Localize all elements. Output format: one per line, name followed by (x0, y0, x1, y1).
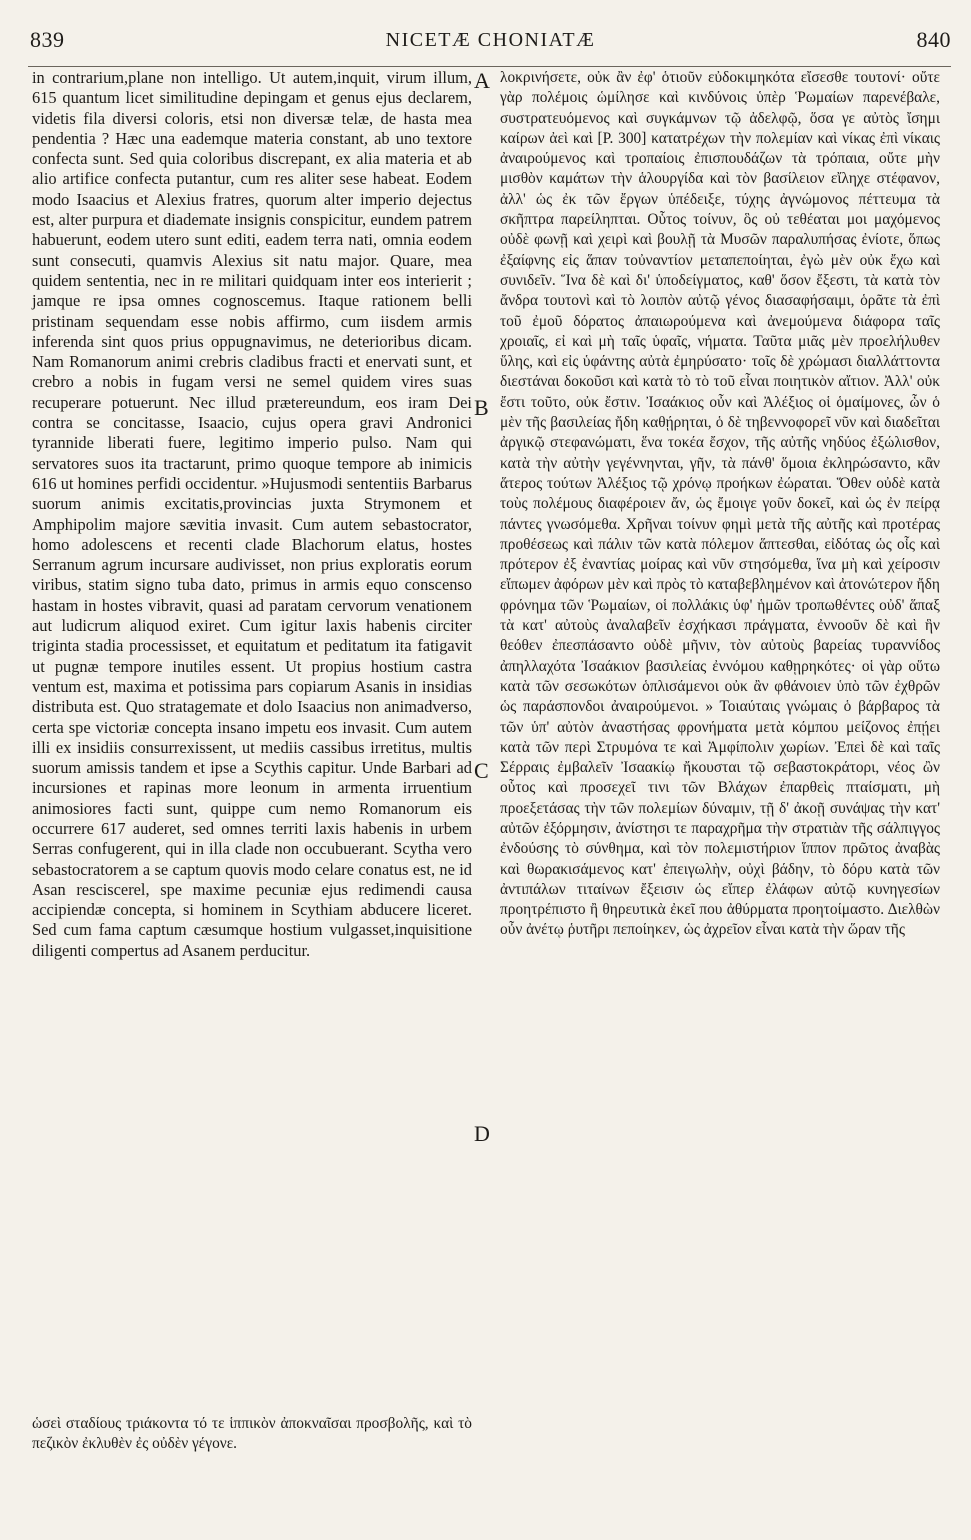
greek-column (500, 68, 940, 941)
header-rule (28, 66, 951, 67)
margin-letter-c: C (474, 758, 489, 783)
margin-letter-a: A (474, 68, 490, 93)
latin-text: in contrarium,plane non intelligo. Ut autem,inquit, virum illum, 615 quantum licet similitudine depingam et genus ejus declarem, videtis fila diversi coloris, etsi non diversæ telæ, de hasta mea pendentia ? Hæc una eademque materia constant, ab uno textore confecta sunt. Sed quia coloribus discrepant, ex alia materia et ab alio artifice confecta putantur, cum res aliter sese habeat. Eodem modo Isaacius et Alexius fratres, quorum alter imperio dejectus est, alter purpura et diademate insignis conspicitur, eundem patrem habuerunt, eodem utero sunt editi, eadem terra nati, omnia eodem sunt consecuti, quamvis Alexius sit natu major. Quare, mea quidem sententia, nec in re militari quidquam inter eos interierit ; jamque re ipsa omnes cognoscemus. Itaque rationem belli pristinam sequendam esse nobis affirmo, cum iisdem armis inferenda sint quos prius oppugnavimus, ne deterioribus dicam. Nam Romanorum animi crebris cladibus fracti et enervati sunt, et crebro a nobis in fugam versi ne semel quidem vires suas recuperare potuerunt. Nec illud prætereundum, eos iram Dei contra se concitasse, Isaacio, cujus opera gravi Andronici tyrannide liberati fuere, legitimo imperio pulso. Nam qui servatores suos ita tractarunt, primo quoque tempore ab inimicis 616 ut homines perfidi occidentur. »Hujusmodi sententiis Barbarus suorum animis excitatis,provincias juxta Strymonem et Amphipolim majore sævitia invasit. Cum autem sebastocrator, homo adolescens et recenti clade Blachorum elatus, hostes Serranum agrum incursare audivisset, non prius exploratis eorum viribus, statim signo tuba dato, primus in armis equo conscenso hastam in hostes vibravit, quasi ad paratam cervorum venationem aut ludicrum aliquod exiret. Cum igitur laxis habenis circiter triginta stadia processisset, et equitatum et peditatum ita fatigavit ut pugnæ tempore inutiles essent. Ut propius hostium castra ventum est, maxima et potissima pars copiarum Asanis in insidias distributa est. Quo stratagemate et dolo Isaacius non animadverso, certa spe victoriæ concepta insano impetu eos invasit. Cum autem illi ex insidiis consurrexissent, ut mediis cassibus irretitus, multis suorum amissis tandem et ipse a Scythis capitur. Unde Barbari ad incursiones et rapinas more leonum in armenta irruentium animosiores facti sunt, quippe cum nemo Romanorum eis occurrere 617 auderet, sed omnes territi laxis habenis in urbem Serras confugerent, qui in illa clade non occubuerant. Scytha vero sebastocratorem a se captum quovis modo celare conatus est, ne id Asan resciscerel, spe maxime pecuniæ ejus redimendi causa accipiendæ concepta, si hominem in Scythiam abducere liceret. Sed cum fama captum cæsumque hostium vulgasset,inquisitione diligenti compertus ad Asanem perducitur. (32, 68, 472, 960)
page-header (30, 20, 951, 60)
page-number-right: 840 (916, 27, 951, 52)
page-number-left: 839 (30, 27, 65, 52)
margin-letter-d: D (474, 1121, 490, 1146)
greek-bottom-text: ὡσεὶ σταδίους τριάκοντα τό τε ἱππικὸν ἀποκναῖσαι προσβολῆς, καὶ τὸ πεζικὸν ἐκλυθὲν ἐς οὐδὲν γέγονε. (32, 1415, 472, 1453)
running-title: NICETÆ CHONIATÆ (385, 28, 596, 51)
greek-text: λοκρινήσετε, οὐκ ἂν ἐφ' ὁτιοῦν εὐδοκιμηκότα εἴσεσθε τουτονί· οὔτε γὰρ πολέμοις ὡμίλησε καὶ κινδύνοις ὑπὲρ Ῥωμαίων παρενέβαλε, συστρατευόμενος καὶ συγκάμνων τῷ ἀδελφῷ, ὅσα γε αὐτὸς ἴσημι καίρων ἀεὶ καὶ [P. 300] κατατρέχων τὴν πολεμίαν καὶ νίκας ἐπὶ νίκαις ἀναιρούμενος καὶ τροπαίοις ἐπισπουδάζων τὰ τρόπαια, οὔτε μὴν μισθὸν καμάτων τὴν ἁλουργίδα καὶ τὸν βασίλειον εἴληχε στέφανον, ἀλλ' ὡς ἐκ τῶν ἔργων ὑπέδειξε, τύχης ἀγνώμονος πέττευμα τὰ σκῆπτρα παρείληπται. Οὗτος τοίνυν, ὃς οὐ τεθέαται μοι μαχόμενος οὐδὲ φωνῇ καὶ χειρὶ καὶ βουλῇ τὰ Μυσῶν παραλυπήσας ἐνίοτε, ὅπως ἐξαίφνης εἰς ἅπαν τοὐναντίον μεταπεποίηται, ἐγὼ μὲν οὐκ ἔχω καὶ συνιδεῖν. Ἵνα δὲ καὶ δι' ὑποδείγματος, καθ' ὅσον ἔξεστι, τὰ κατὰ τὸν ἄνδρα τουτονὶ καὶ τὸ λοιπὸν αὐτῷ γένος διασαφήσαιμι, ὁρᾶτε τὰ ἐπὶ τοῦ ἐμοῦ δόρατος ἀπαιωρούμενα καὶ ἀνεμούμενα διάφορα ταῖς χροιαῖς, εἰ καὶ μὴ ταῖς ὑφαῖς, νήματα. Ταῦτα μιᾶς μὲν προελήλυθεν ὕλης, καὶ εἰς ὑφάντης αὐτὰ ἐμηρύσατο· τοῖς δὲ χρώμασι διαλλάττοντα διεστάναι δοκοῦσι καὶ κατὰ τὸ τὸ τοῦ εἶναι ποιητικὸν αἴτιον. Ἀλλ' οὐκ ἔστι τοῦτο, οὐκ ἔστιν. Ἰσαάκιος οὖν καὶ Ἀλέξιος οἱ ὁμαίμονες, ὧν ὁ μὲν τῆς βασιλείας ἤδη καθῄρηται, ὁ δὲ τηβεννοφορεῖ νῦν καὶ διαδεῖται ἀργικῷ στεφανώματι, ἕνα τοκέα ἔσχον, τῆς αὐτῆς νηδύος ἐξώλισθον, κατὰ τὴν αὐτὴν γεγέννηνται, γῆν, τὰ πάνθ' ὅμοια ἐκληρώσαντο, κἂν ἅτερος τούτων Ἀλέξιος τῷ χρόνῳ προήκων ἐώραται. Ὅθεν οὐδὲ κατὰ τοὺς πολέμους διαφέροιεν ἄν, ὡς ἔμοιγε γοῦν δοκεῖ, καὶ ὡς ἐν πείρᾳ πάντες γνωσόμεθα. Χρῆναι τοίνυν φημὶ μετὰ τῆς αὐτῆς καὶ προτέρας προθέσεως καὶ πάλιν τῶν κατὰ πόλεμον ἅπτεσθαι, εἰδότας ὡς οἷς καὶ πρότερον ἐξ ἐναντίας μοίρας καὶ νῦν στησόμεθα, ἵνα μὴ καὶ χείροσιν εἴπωμεν ἀφόρων μὲν καὶ πρὸς τὸ καταβεβλημένον καὶ ἀτονώτερον ἤδη φρόνημα τῶν Ῥωμαίων, οἱ πολλάκις ὑφ' ἡμῶν τροπωθέντες οὐδ' ἅπαξ τὰ κατ' αὐτοὺς ἀναλαβεῖν ἐσχήκασι πράγματα, ἐννοοῦν δὲ καὶ ἣν θεόθεν ἐπεσπάσαντο οὐδὲ μῆνιν, τὸν αὐτοὺς βαρείας τυραννίδος ἀπηλλαχότα Ἰσαάκιον βασιλείας ἐννόμου καθῃρηκότες· οἱ γὰρ οὕτω κατὰ τῶν σεσωκότων ὁπλισάμενοι οὐκ ἂν φθάνοιεν ὑπὸ τῶν ἐχθρῶν ὡς παράσπονδοι ἀναιρούμενοι. » Τοιαύταις γνώμαις ὁ βάρβαρος τὰ τῶν ὑπ' αὐτὸν ἀναστήσας φρονήματα μετὰ κόμπου μείζονος ἐπῄει κατὰ τῶν περὶ Στρυμόνα τε καὶ Ἀμφίπολιν χωρίων. Ἐπεὶ δὲ καὶ ταῖς Σέρραις ἐμβαλεῖν Ἰσαακίῳ ἤκουσται τῷ σεβαστοκράτορι, νέος ὢν οὗτος καὶ προσεχεῖ τινι τῶν Βλάχων ἐπαρθεὶς πταίσματι, μὴ προεξετάσας τὴν τῶν πολεμίων δύναμιν, τῇ δ' ἀκοῇ συνάψας τὴν κατ' αὐτῶν ἐξόρμησιν, ἀνίστησι τε παραχρῆμα τὴν στρατιὰν τῆς σάλπιγγος ἐνδούσης τὸ σύνθημα, καὶ τὸν πολεμιστήριον ἵππον πρῶτος ἀναβὰς καὶ θωρακισάμενος κατ' ἐπειγωλὴν, οὐχὶ βάδην, τὸ δόρυ κατὰ τῶν ἀντιπάλων τιταίνων ἔξεισιν ὡς εἴπερ ἐλάφων αὐτῷ κυνηγεσίων προητρέπιστο ἢ θηρευτικὰ ἐκεῖ που ἀθύρματα προητοίμαστο. Διελθὼν οὖν ἀνέτῳ ῥυτῆρι πεποίηκεν, ὡς ἀχρεῖον εἶναι κατὰ τὴν ὥραν τῆς (500, 69, 940, 939)
margin-letter-b: B (474, 395, 489, 420)
latin-column (32, 68, 472, 961)
greek-footnote (32, 1414, 472, 1455)
